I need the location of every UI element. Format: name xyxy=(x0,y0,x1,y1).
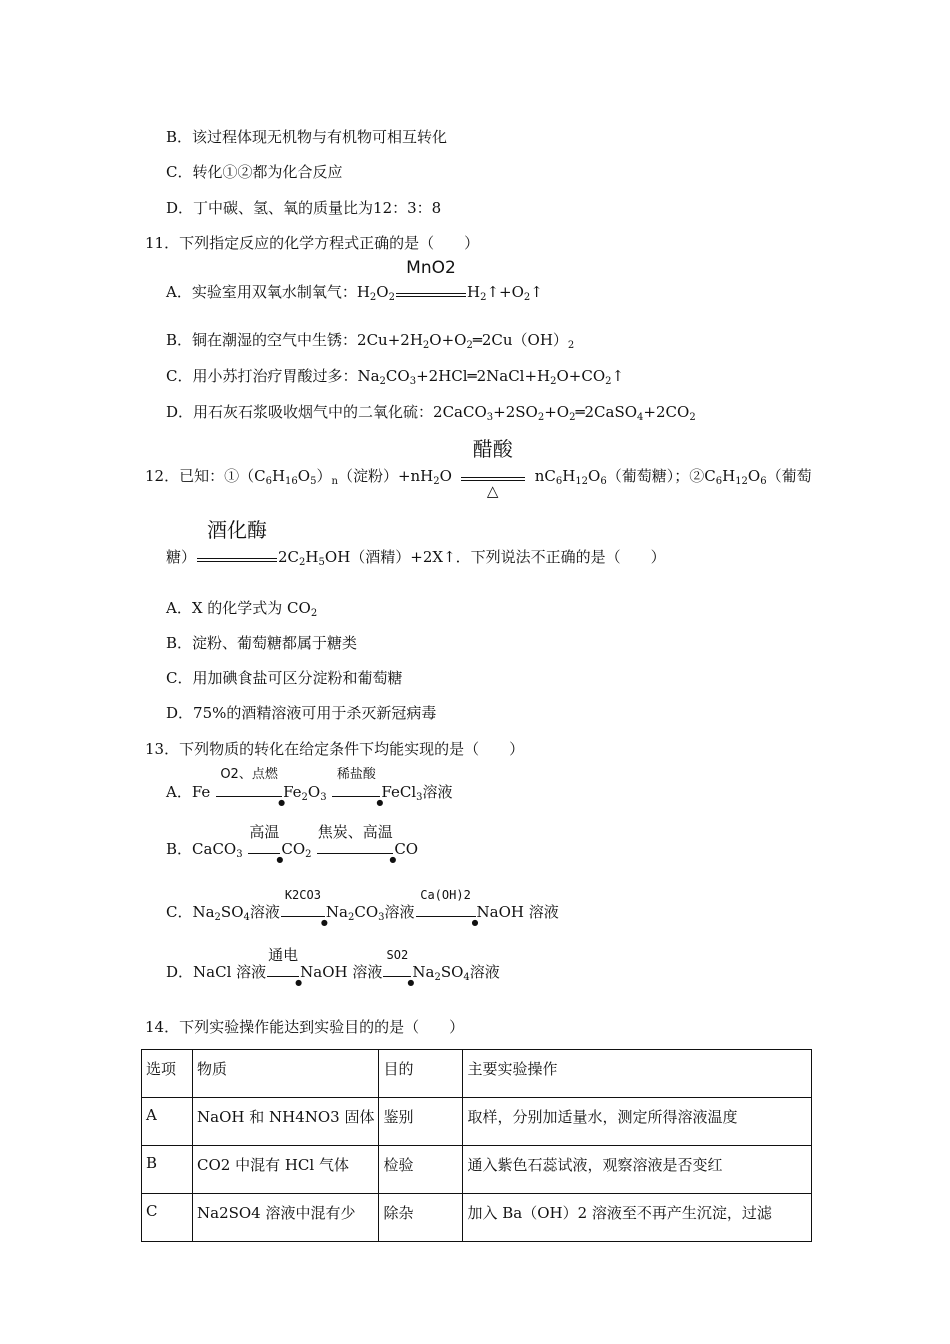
q13-b-condition-2: 焦炭、高温 xyxy=(317,823,393,841)
table-cell: C xyxy=(142,1194,193,1242)
q11-stem: 11．下列指定反应的化学方程式正确的是（ ） xyxy=(145,234,480,252)
q13-stem: 13．下列物质的转化在给定条件下均能实现的是（ ） xyxy=(145,740,525,758)
q14-table xyxy=(141,1049,812,1242)
q12-condition-zymase: 酒化酶 xyxy=(207,518,268,542)
table-cell: CO2 中混有 HCl 气体 xyxy=(193,1146,379,1194)
table-cell: Na2SO4 溶液中混有少 xyxy=(193,1194,379,1242)
q12-stem-line1: 12．已知：$①(C_6H_{16}O_5)_n$（淀粉）$+nH_2O$ 醋酸 △ $nC_6H_{12}O_6$（葡萄糖）；$②C_6H_{12}O_6$（葡萄 xyxy=(145,437,812,500)
heat-symbol: △ xyxy=(486,482,499,500)
q12-option-d: D．75%的酒精溶液可用于杀灭新冠病毒 xyxy=(166,704,437,722)
q11-option-b: B．铜在潮湿的空气中生锈：$2Cu+2H_2O+O_2═2Cu(OH)_2$ xyxy=(166,331,575,351)
q13-option-d: D．NaCl 溶液 通电 ● NaOH 溶液 SO2 ● $Na_2SO_4$溶液 xyxy=(166,946,500,987)
q11-option-a: A．实验室用双氧水制氧气：$H_2O_2$ MnO2 $H_2↑+O_2↑$ xyxy=(166,258,543,303)
table-cell: B xyxy=(142,1146,193,1194)
q13-d-condition-1: 通电 xyxy=(268,946,299,964)
table-header-cell: 目的 xyxy=(379,1050,463,1098)
table-cell: 除杂 xyxy=(379,1194,463,1242)
table-cell: NaOH 和 NH4NO3 固体 xyxy=(193,1098,379,1146)
q13-option-a: A．Fe O2、点燃 ● $Fe_2O_3$ 稀盐酸 ● FeCl$_3$溶液 xyxy=(166,767,453,807)
q12-option-c: C．用加碘食盐可区分淀粉和葡萄糖 xyxy=(166,669,403,687)
table-row xyxy=(142,1194,812,1242)
q11-option-d: D．用石灰石浆吸收烟气中的二氧化硫：$2CaCO_3+2SO_2+O_2═2CaSO_4+2CO_2$ xyxy=(166,403,696,423)
q10-option-b: B．该过程体现无机物与有机物可相互转化 xyxy=(166,128,448,146)
q11-a-condition: MnO2 xyxy=(406,258,456,278)
q13-c-condition-1: K2CO3 xyxy=(284,888,321,902)
table-header-cell: 主要实验操作 xyxy=(463,1050,812,1098)
table-cell: 鉴别 xyxy=(379,1098,463,1146)
q12-condition-acetic-acid: 醋酸 xyxy=(472,437,513,461)
q13-a-condition-2: 稀盐酸 xyxy=(336,767,376,782)
q14-stem: 14．下列实验操作能达到实验目的的是（ ） xyxy=(145,1018,465,1036)
table-cell: 通入紫色石蕊试液，观察溶液是否变红 xyxy=(463,1146,812,1194)
q13-d-condition-2: SO2 xyxy=(386,948,409,962)
table-cell: 加入 Ba（OH）2 溶液至不再产生沉淀，过滤 xyxy=(463,1194,812,1242)
q13-option-c: C．$Na_2SO_4$溶液 K2CO3 ● $Na_2CO_3$溶液 Ca(OH)2 ● NaOH 溶液 xyxy=(166,888,559,927)
q11-option-c: C．用小苏打治疗胃酸过多：$Na_2CO_3+2HCl═2NaCl+H_2O+CO_2↑$ xyxy=(166,367,625,387)
q13-b-condition-1: 高温 xyxy=(249,823,280,841)
table-row xyxy=(142,1098,812,1146)
q10-option-d: D．丁中碳、氢、氧的质量比为12：3：8 xyxy=(166,199,442,217)
q13-a-condition-1: O2、点燃 xyxy=(220,767,278,782)
table-cell: 取样，分别加适量水，测定所得溶液温度 xyxy=(463,1098,812,1146)
q12-stem-line2: 糖） 酒化酶 $2C_2H_5OH$（酒精）+2X↑．下列说法不正确的是（ ） xyxy=(166,518,666,568)
q13-c-condition-2: Ca(OH)2 xyxy=(420,888,471,902)
table-header-cell: 选项 xyxy=(142,1050,193,1098)
table-cell: A xyxy=(142,1098,193,1146)
table-header-cell: 物质 xyxy=(193,1050,379,1098)
q12-option-b: B．淀粉、葡萄糖都属于糖类 xyxy=(166,634,358,652)
q12-option-a: A．X 的化学式为 $CO_2$ xyxy=(166,599,318,619)
q13-option-b: B．CaCO$_3$ 高温 ● $CO_2$ 焦炭、高温 ● CO xyxy=(166,823,419,864)
table-cell: 检验 xyxy=(379,1146,463,1194)
table-row xyxy=(142,1146,812,1194)
q10-option-c: C．转化①②都为化合反应 xyxy=(166,163,343,181)
table-header-row xyxy=(142,1050,812,1098)
